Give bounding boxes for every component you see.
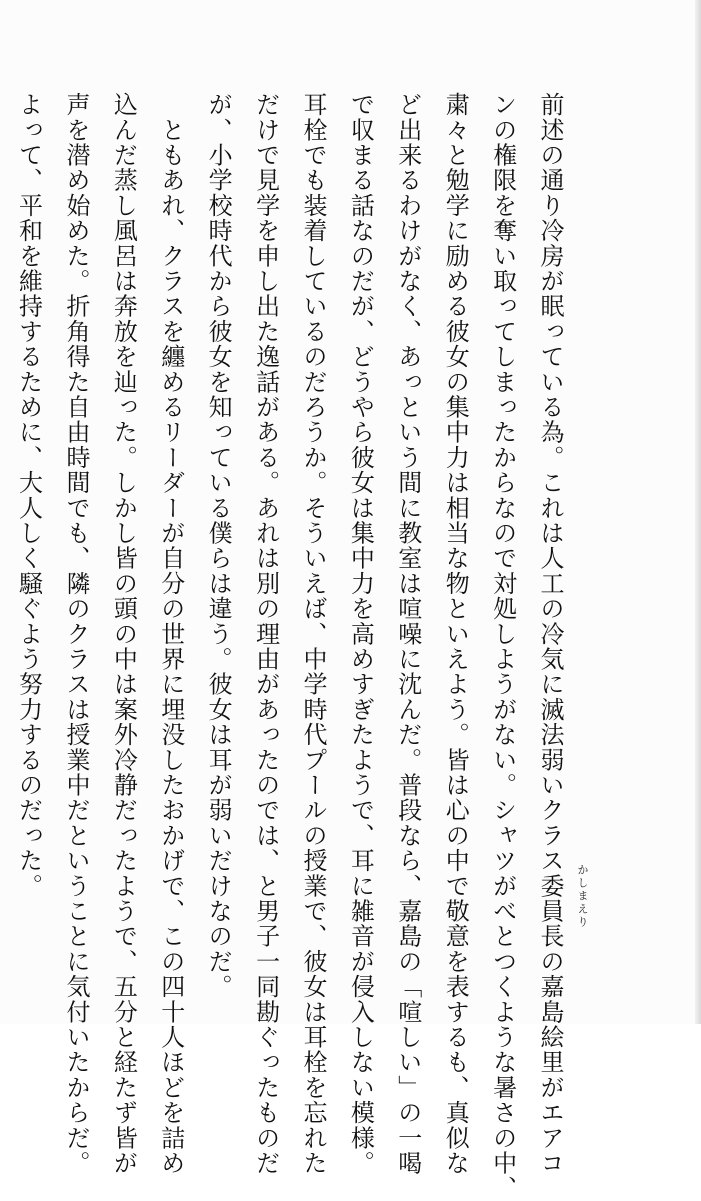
text-column: ともあれ、クラスを纏めるリーダーが自分の世界に埋没したおかげで、この四十人ほどを詰め [156, 92, 185, 1176]
text-column: だけで見学を申し出た逸話がある。あれは別の理由があったのでは、と男子一同勘ぐったものだ [251, 92, 280, 1176]
text-column: よって、平和を維持するために、大人しく騒ぐよう努力するのだった。 [14, 92, 43, 899]
text-column: 粛々と勉学に励める彼女の集中力は相当な物といえよう。皆は心の中で敬意を表するも、真似な [441, 92, 470, 1176]
text-column: ンの権限を奪い取ってしまったからなので対処しようがない。シャツがべとつくような暑さの中、 [488, 92, 517, 1201]
text-column: 声を潜め始めた。折角得た自由時間でも、隣のクラスは授業中だということに気付いたからだ。 [61, 92, 90, 1176]
page-binding-edge [695, 0, 701, 1024]
text-column: 前述の通り冷房が眠っている為。これは人工の冷気に滅法弱いクラス委員長の嘉島絵里がエアコ [536, 92, 564, 1176]
text-column: ど出来るわけがなく、あっという間に教室は喧噪に沈んだ。普段なら、嘉島の「喧しい」の一喝 [393, 92, 422, 1176]
text-column: 耳栓でも装着しているのだろうか。そういえば、中学時代プールの授業で、彼女は耳栓を忘れた [298, 92, 327, 1176]
text-column: で収まる話なのだが、どうやら彼女は集中力を高めすぎたようで、耳に雑音が侵入しない模様。 [346, 92, 375, 1176]
text-column: 込んだ蒸し風呂は奔放を辿った。しかし皆の頭の中は案外冷静だったようで、五分と経たず皆が [109, 92, 138, 1176]
vertical-text-block [0, 92, 573, 1201]
text-column: が、小学校時代から彼女を知っている僕らは違う。彼女は耳が弱いだけなのだ。 [204, 92, 233, 1000]
text-column [0, 92, 4, 1022]
ruby-reading: かしまえり [576, 864, 589, 929]
